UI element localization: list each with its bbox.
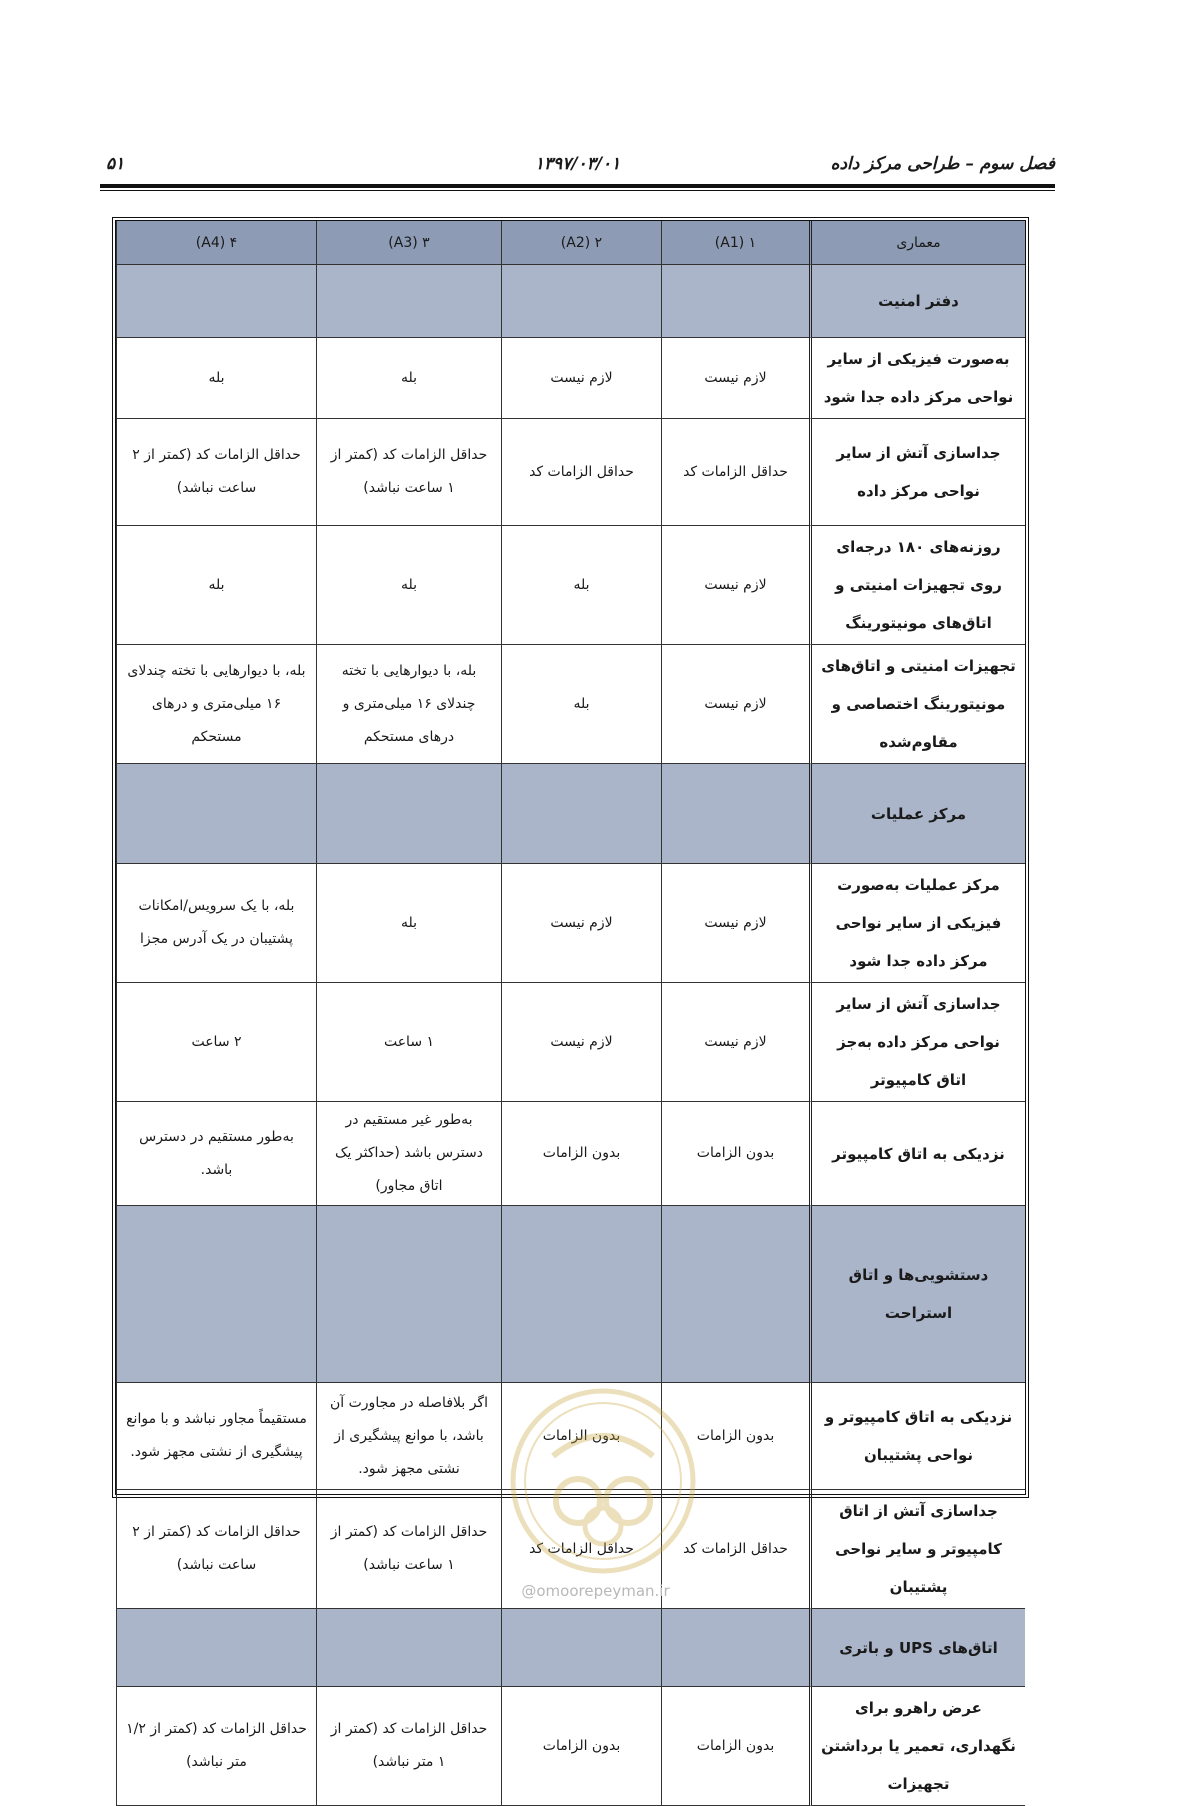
cell-a1: لازم نیست [661,645,809,764]
cell-a1: حداقل الزامات کد [661,419,809,526]
table-row [116,983,1025,1102]
cell-a2: بله [501,645,661,764]
section-row [116,764,1025,864]
page-header [100,150,1055,184]
table-row [116,338,1025,419]
section-empty-cell [661,764,809,864]
cell-a3: به‌طور غیر مستقیم در دسترس باشد (حداکثر یک اتاق مجاور) [316,1102,501,1206]
header-rule-thin [100,190,1055,191]
publisher-seal-watermark [508,1386,698,1576]
cell-a2: لازم نیست [501,864,661,983]
cell-a2: بدون الزامات [501,1383,661,1490]
cell-a2: لازم نیست [501,983,661,1102]
cell-a3: حداقل الزامات کد (کمتر از ۱ ساعت نباشد) [316,1490,501,1609]
section-empty-cell [661,1609,809,1687]
cell-a3: بله [316,338,501,419]
row-label: به‌صورت فیزیکی از سایر نواحی مرکز داده جدا شود [809,338,1025,419]
section-row [116,1609,1025,1687]
section-empty-cell [116,764,316,864]
section-row [116,265,1025,338]
row-label: جداسازی آتش از سایر نواحی مرکز داده به‌جز اتاق کامپیوتر [809,983,1025,1102]
section-empty-cell [661,1206,809,1383]
section-empty-cell [116,265,316,338]
table-header-row [116,221,1025,265]
cell-a1: بدون الزامات [661,1687,809,1806]
cell-a3: بله، با دیوارهایی با تخته چندلای ۱۶ میلی‌متری و درهای مستحکم [316,645,501,764]
section-empty-cell [661,265,809,338]
section-empty-cell [116,1609,316,1687]
header-rule-thick [100,184,1055,188]
cell-a1: بدون الزامات [661,1383,809,1490]
cell-a4: بله، با یک سرویس/امکانات پشتیبان در یک آدرس مجزا [116,864,316,983]
table-row [116,1687,1025,1806]
cell-a4: ۲ ساعت [116,983,316,1102]
cell-a3: اگر بلافاصله در مجاورت آن باشد، با موانع پیشگیری از نشتی مجهز شود. [316,1383,501,1490]
column-header-a3: ۳ (A3) [316,221,501,265]
cell-a2: بله [501,526,661,645]
cell-a2: بدون الزامات [501,1102,661,1206]
row-label: نزدیکی به اتاق کامپیوتر [809,1102,1025,1206]
table-row [116,864,1025,983]
row-label: تجهیزات امنیتی و اتاق‌های مونیتورینگ اختصاصی و مقاوم‌شده [809,645,1025,764]
section-title: اتاق‌های UPS و باتری [809,1609,1025,1687]
chapter-title: فصل سوم – طراحی مرکز داده [830,154,1055,174]
table-row [116,419,1025,526]
section-empty-cell [116,1206,316,1383]
row-label: روزنه‌های ۱۸۰ درجه‌ای روی تجهیزات امنیتی و اتاق‌های مونیتورینگ [809,526,1025,645]
section-title: دفتر امنیت [809,265,1025,338]
section-empty-cell [501,764,661,864]
cell-a3: بله [316,526,501,645]
cell-a1: لازم نیست [661,526,809,645]
column-header-a4: ۴ (A4) [116,221,316,265]
cell-a2: حداقل الزامات کد [501,1490,661,1609]
section-empty-cell [501,1609,661,1687]
cell-a4: بله، با دیوارهایی با تخته چندلای ۱۶ میلی‌متری و درهای مستحکم [116,645,316,764]
table-row [116,645,1025,764]
watermark-site: @omoorepeyman.ir [521,1582,670,1600]
cell-a4: حداقل الزامات کد (کمتر از ۱/۲ متر نباشد) [116,1687,316,1806]
cell-a2: بدون الزامات [501,1687,661,1806]
section-title: دستشویی‌ها و اتاق استراحت [809,1206,1025,1383]
table-row [116,526,1025,645]
cell-a4: به‌طور مستقیم در دسترس باشد. [116,1102,316,1206]
cell-a1: لازم نیست [661,338,809,419]
column-header-architecture: معماری [809,221,1025,265]
cell-a4: مستقیماً مجاور نباشد و با موانع پیشگیری از نشتی مجهز شود. [116,1383,316,1490]
section-row [116,1206,1025,1383]
cell-a2: حداقل الزامات کد [501,419,661,526]
cell-a3: حداقل الزامات کد (کمتر از ۱ متر نباشد) [316,1687,501,1806]
cell-a1: حداقل الزامات کد [661,1490,809,1609]
cell-a2: لازم نیست [501,338,661,419]
row-label: نزدیکی به اتاق کامپیوتر و نواحی پشتیبان [809,1383,1025,1490]
section-empty-cell [501,265,661,338]
section-empty-cell [316,1206,501,1383]
revision-date: ۱۳۹۷/۰۳/۰۱ [534,154,621,174]
cell-a4: حداقل الزامات کد (کمتر از ۲ ساعت نباشد) [116,1490,316,1609]
row-label: مرکز عملیات به‌صورت فیزیکی از سایر نواحی مرکز داده جدا شود [809,864,1025,983]
row-label: جداسازی آتش از اتاق کامپیوتر و سایر نواحی پشتیبان [809,1490,1025,1609]
row-label: جداسازی آتش از سایر نواحی مرکز داده [809,419,1025,526]
cell-a4: بله [116,338,316,419]
column-header-a2: ۲ (A2) [501,221,661,265]
section-empty-cell [316,265,501,338]
table-row [116,1102,1025,1206]
page-number: ۵۱ [106,154,125,174]
cell-a3: بله [316,864,501,983]
section-title: مرکز عملیات [809,764,1025,864]
cell-a1: بدون الزامات [661,1102,809,1206]
section-empty-cell [316,764,501,864]
section-empty-cell [501,1206,661,1383]
cell-a4: بله [116,526,316,645]
column-header-a1: ۱ (A1) [661,221,809,265]
cell-a4: حداقل الزامات کد (کمتر از ۲ ساعت نباشد) [116,419,316,526]
row-label: عرض راهرو برای نگهداری، تعمیر یا برداشتن تجهیزات [809,1687,1025,1806]
cell-a3: حداقل الزامات کد (کمتر از ۱ ساعت نباشد) [316,419,501,526]
cell-a3: ۱ ساعت [316,983,501,1102]
cell-a1: لازم نیست [661,864,809,983]
cell-a1: لازم نیست [661,983,809,1102]
section-empty-cell [316,1609,501,1687]
